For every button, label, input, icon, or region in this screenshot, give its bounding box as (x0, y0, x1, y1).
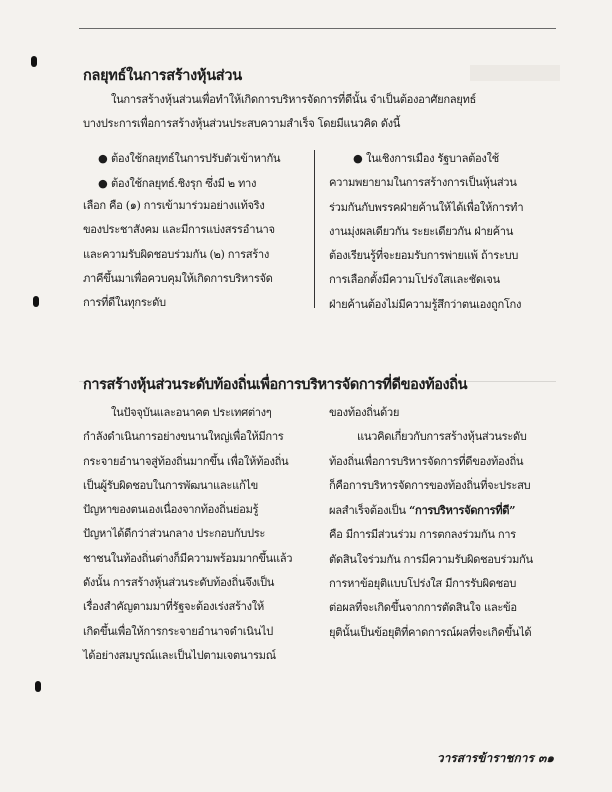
text-line: เลือก คือ (๑) การเข้ามาร่วมอย่างแท้จริง (83, 199, 265, 212)
text-line: และความรับผิดชอบร่วมกัน (๒) การสร้าง (83, 247, 269, 261)
text-line: ในปัจจุบันและอนาคต ประเทศต่างๆ (111, 406, 272, 419)
text-line: ร่วมกันกับพรรคฝ่ายค้านให้ได้เพื่อให้การทำ (329, 200, 524, 214)
text-line: งานมุ่งผลเดียวกัน ระยะเดียวกัน ฝ่ายค้าน (329, 224, 513, 238)
section1-intro (83, 88, 476, 137)
bullet-text: ต้องใช้กลยุทธ์.ชิงรุก ซึ่งมี ๒ ทาง (110, 177, 257, 191)
bullet-item-2 (98, 171, 280, 196)
bullet-item-1 (98, 146, 280, 171)
section1-heading: กลยุทธ์ในการสร้างหุ้นส่วน (83, 67, 242, 84)
text-line: คือ มีการมีส่วนร่วม การตกลงร่วมกัน การ (329, 528, 516, 542)
text-line: การเลือกตั้งมีความโปร่งใสและชัดเจน (329, 273, 500, 287)
text-line: ความพยายามในการสร้างการเป็นหุ้นส่วน (329, 176, 517, 190)
success-line (329, 498, 533, 523)
text-line: ของท้องถิ่นด้วย (329, 406, 400, 419)
text-line: แนวคิดเกี่ยวกับการสร้างหุ้นส่วนระดับ (357, 430, 527, 444)
section1-right-column (329, 146, 523, 317)
text-line: ต่อผลที่จะเกิดขึ้นจากการตัดสินใจ และข้อ (329, 601, 517, 615)
text-line: ของประชาสังคม และมีการแบ่งสรรอำนาจ (83, 223, 275, 237)
success-prefix: ผลสำเร็จต้องเป็น (329, 504, 409, 518)
column-divider (314, 150, 315, 308)
text-line: เรื่องสำคัญตามมาที่รัฐจะต้องเร่งสร้างให้ (83, 600, 264, 614)
text-line: ภาคีขึ้นมาเพื่อควบคุมให้เกิดการบริหารจัด (83, 271, 273, 285)
text-line: เป็นผู้รับผิดชอบในการพัฒนาและแก้ไข (83, 478, 258, 492)
journal-name: วารสารข้าราชการ (436, 751, 534, 765)
text-line: ได้อย่างสมบูรณ์และเป็นไปตามเจตนารมณ์ (83, 648, 276, 662)
punch-mark-bottom (35, 681, 41, 692)
top-rule (79, 28, 556, 29)
section1-left-continued (83, 194, 275, 315)
bullet-text: ต้องใช้กลยุทธ์ในการปรับตัวเข้าหากัน (110, 152, 281, 165)
text-line: การที่ดีในทุกระดับ (83, 296, 166, 310)
page-number: ๓๑ (538, 751, 554, 765)
text-line: ปัญหาได้ดีกว่าส่วนกลาง ประกอบกับประ (83, 527, 266, 541)
good-governance-quote: “การบริหารจัดการที่ดี” (408, 503, 516, 518)
text-line: การหาข้อยุติแบบโปร่งใส มีการรับผิดชอบ (329, 577, 517, 591)
text-line: ปัญหาของตนเองเนื่องจากท้องถิ่นย่อมรู้ (83, 503, 259, 517)
page-footer (437, 749, 554, 768)
bullet-text: ในเชิงการเมือง รัฐบาลต้องใช้ (365, 152, 499, 165)
punch-mark-middle (33, 296, 39, 307)
text-line: ก็คือการบริหารจัดการของท้องถิ่นที่จะประสบ (329, 478, 531, 492)
bullet-item-3 (329, 146, 523, 171)
section1-left-column (98, 146, 280, 197)
text-line: กระจายอำนาจสู่ท้องถิ่นมากขึ้น เพื่อให้ท้องถิ่น (83, 454, 289, 468)
text-line: ยุตินั้นเป็นข้อยุติที่คาดการณ์ผลที่จะเกิดขึ้นได้ (329, 625, 532, 639)
text-line: ชาชนในท้องถิ่นต่างก็มีความพร้อมมากขึ้นแล้ว (83, 551, 293, 565)
bullet-dot-icon: ● (353, 151, 366, 165)
text-line: ตัดสินใจร่วมกัน การมีความรับผิดชอบร่วมกัน (329, 552, 533, 566)
text-line: ท้องถิ่นเพื่อการบริหารจัดการที่ดีของท้องถิ่น (329, 454, 524, 468)
bullet-dot-icon: ● (98, 151, 111, 165)
section2-heading: การสร้างหุ้นส่วนระดับท้องถิ่นเพื่อการบริหารจัดการที่ดีของท้องถิ่น (83, 376, 468, 393)
text-line: ดังนั้น การสร้างหุ้นส่วนระดับท้องถิ่นจึงเป็น (83, 576, 275, 590)
text-line: กำลังดำเนินการอย่างขนานใหญ่เพื่อให้มีการ (83, 430, 284, 444)
show-through-smudge (470, 65, 560, 81)
text-line: ฝ่ายค้านต้องไม่มีความรู้สึกว่าตนเองถูกโกง (329, 297, 522, 311)
text-line: เกิดขึ้นเพื่อให้การกระจายอำนาจดำเนินไป (83, 624, 273, 638)
bullet-dot-icon: ● (98, 176, 111, 191)
section2-left-column (83, 401, 292, 668)
intro-line: ในการสร้างหุ้นส่วนเพื่อทำให้เกิดการบริหารจัดการที่ดีนั้น จำเป็นต้องอาศัยกลยุทธ์ (111, 93, 476, 106)
intro-line: บางประการเพื่อการสร้างหุ้นส่วนประสบความสำเร็จ โดยมีแนวคิด ดังนี้ (83, 117, 401, 131)
section2-right-column (329, 401, 533, 645)
text-line: ต้องเรียนรู้ที่จะยอมรับการพ่ายแพ้ ถ้าระบบ (329, 249, 519, 263)
punch-mark-top (31, 56, 37, 67)
